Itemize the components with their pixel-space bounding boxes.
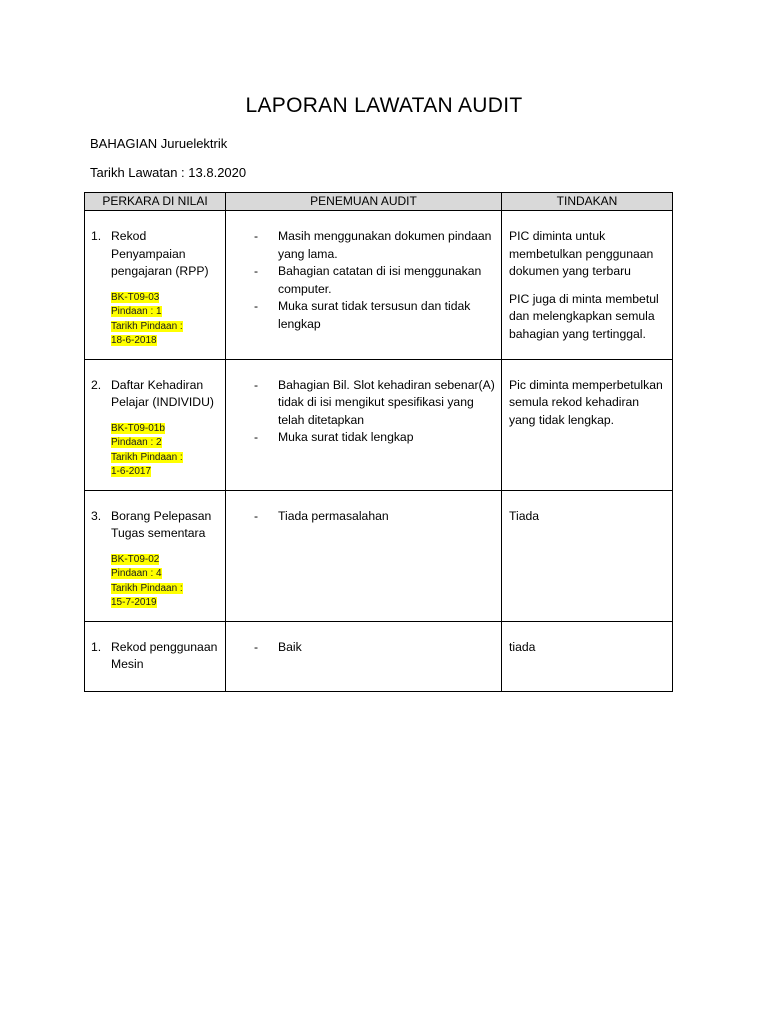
action-cell xyxy=(502,359,673,490)
doc-revision-date-label: Tarikh Pindaan : xyxy=(111,451,183,463)
findings-cell xyxy=(226,359,502,490)
item-number: 2. xyxy=(91,377,102,392)
findings-cell xyxy=(226,490,502,621)
findings-cell xyxy=(226,621,502,691)
item-cell xyxy=(85,490,226,621)
action-text: PIC diminta untuk membetulkan penggunaan dokumen yang terbaru xyxy=(509,229,654,278)
document-codes xyxy=(111,422,219,480)
action-text: Pic diminta memperbetulkan semula rekod kehadiran yang tidak lengkap. xyxy=(509,377,663,427)
doc-code: BK-T09-03 xyxy=(111,291,160,303)
table-row xyxy=(85,211,673,360)
doc-revision-date: 18-6-2018 xyxy=(111,335,157,346)
header-tindakan: TINDAKAN xyxy=(502,193,673,211)
item-cell xyxy=(85,621,226,691)
action-cell xyxy=(502,211,673,360)
item-number: 1. xyxy=(91,639,102,654)
doc-revision-date-label: Tarikh Pindaan : xyxy=(111,320,183,332)
bahagian-label: BAHAGIAN Juruelektrik xyxy=(90,136,228,151)
page-title: LAPORAN LAWATAN AUDIT xyxy=(245,94,523,117)
document-codes xyxy=(111,291,219,349)
doc-revision: Pindaan : 2 xyxy=(111,437,162,448)
doc-revision: Pindaan : 1 xyxy=(111,306,162,317)
action-text: PIC juga di minta membetul dan melengkapkan semula bahagian yang tertinggal. xyxy=(509,291,659,341)
finding-item: - Baik xyxy=(254,639,302,654)
item-cell xyxy=(85,211,226,360)
finding-item: - Bahagian Bil. Slot kehadiran sebenar(A) tidak di isi mengikut spesifikasi yang telah ditetapkan xyxy=(254,377,495,427)
item-number: 1. xyxy=(91,229,102,243)
doc-code: BK-T09-01b xyxy=(111,422,165,434)
item-number: 3. xyxy=(91,508,102,523)
tarikh-lawatan-label: Tarikh Lawatan : 13.8.2020 xyxy=(90,165,247,180)
finding-item: - Bahagian catatan di isi menggunakan computer. xyxy=(254,264,482,296)
doc-revision-date: 15-7-2019 xyxy=(111,597,157,608)
action-cell xyxy=(502,621,673,691)
action-cell xyxy=(502,490,673,621)
doc-revision-date: 1-6-2017 xyxy=(111,466,152,477)
doc-code: BK-T09-02 xyxy=(111,553,160,565)
table-row xyxy=(85,490,673,621)
item-title: Daftar Kehadiran Pelajar (INDIVIDU) xyxy=(111,377,214,409)
audit-table xyxy=(84,192,673,692)
doc-revision: Pindaan : 4 xyxy=(111,568,162,579)
findings-cell xyxy=(226,211,502,360)
finding-item: - Muka surat tidak lengkap xyxy=(254,430,414,444)
header-penemuan: PENEMUAN AUDIT xyxy=(226,193,502,211)
finding-item: - Masih menggunakan dokumen pindaan yang lama. xyxy=(254,229,492,261)
action-text: Tiada xyxy=(509,508,540,523)
item-title: Borang Pelepasan Tugas sementara xyxy=(111,508,212,540)
table-row xyxy=(85,359,673,490)
doc-revision-date-label: Tarikh Pindaan : xyxy=(111,582,183,594)
item-title: Rekod Penyampaian pengajaran (RPP) xyxy=(111,229,209,278)
item-cell xyxy=(85,359,226,490)
header-perkara: PERKARA DI NILAI xyxy=(85,193,226,211)
finding-item: - Tiada permasalahan xyxy=(254,508,389,523)
action-text: tiada xyxy=(509,639,536,654)
table-header-row xyxy=(85,193,673,211)
table-row xyxy=(85,621,673,691)
document-codes xyxy=(111,553,219,611)
item-title: Rekod penggunaan Mesin xyxy=(111,639,218,671)
finding-item: - Muka surat tidak tersusun dan tidak lengkap xyxy=(254,299,471,331)
